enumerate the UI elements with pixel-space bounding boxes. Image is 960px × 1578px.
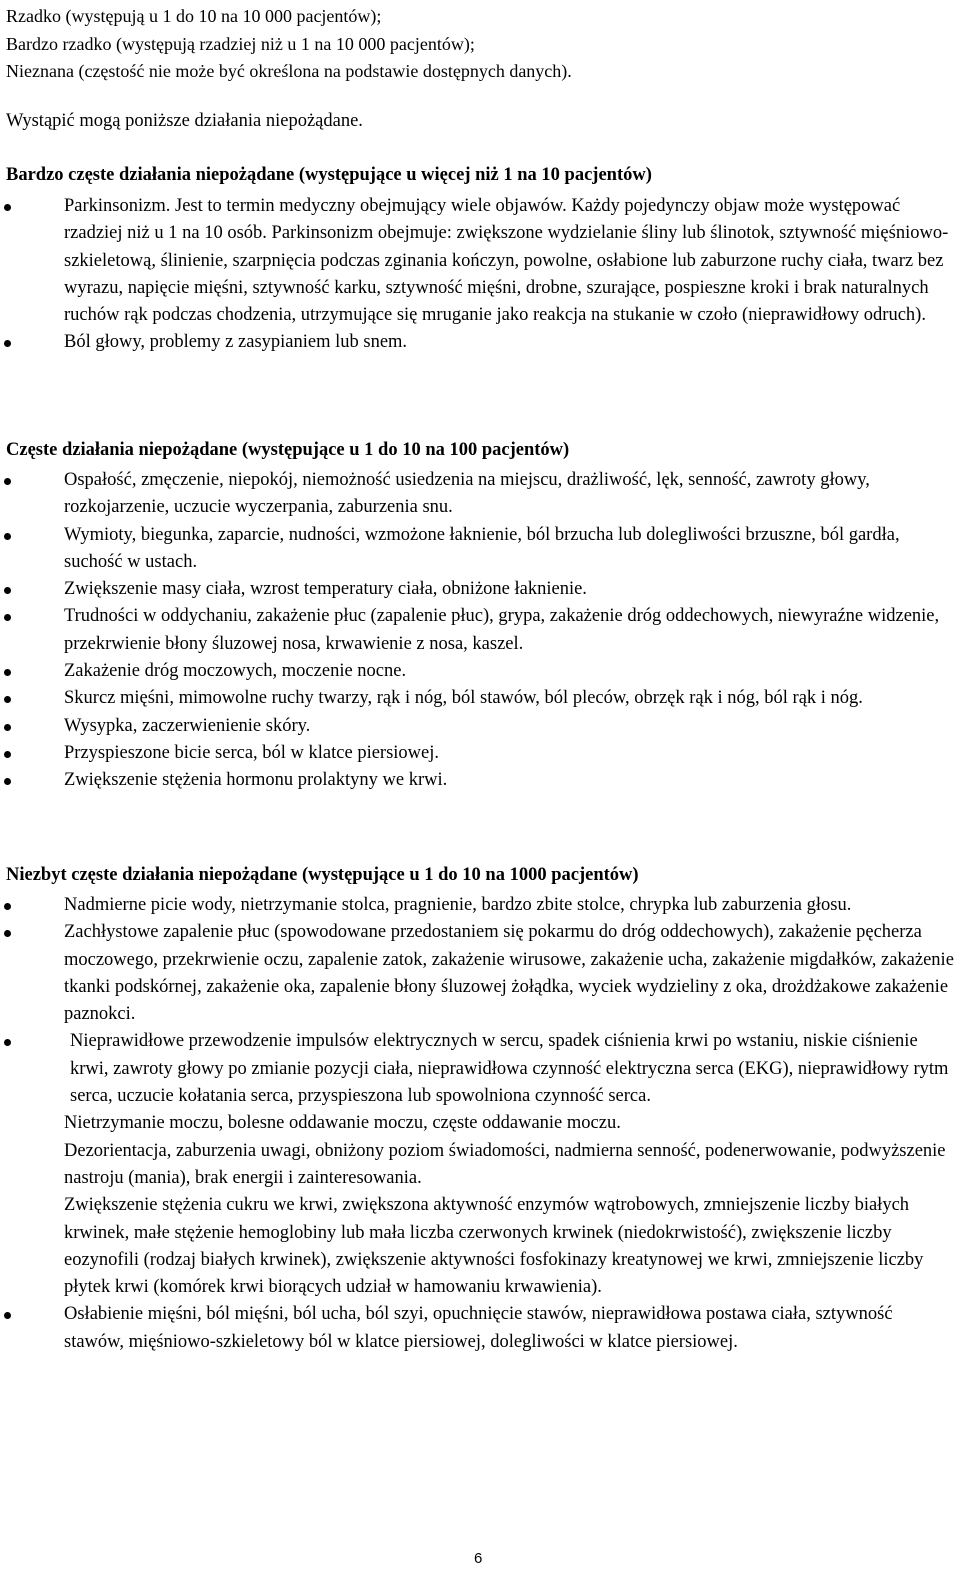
bullet-icon xyxy=(4,669,11,676)
list-item: Zwiększenie stężenia hormonu prolaktyny we krwi. xyxy=(0,767,960,794)
list-item: Osłabienie mięśni, ból mięśni, ból ucha, ból szyi, opuchnięcie stawów, nieprawidłowa postawa ciała, sztywność stawów, mięśniowo-szkieletowy ból w klatce piersiowej, dolegliwości w klatce piersiowej. xyxy=(0,1301,960,1356)
bullet-icon xyxy=(4,204,11,211)
list-item: Zachłystowe zapalenie płuc (spowodowane przedostaniem się pokarmu do dróg oddechowych), zakażenie pęcherza moczowego, przekrwienie oczu, zapalenie zatok, zakażenie wirusowe, zakażenie ucha, zakażenie migdałków, zakażenie tkanki podskórnej, zakażenie oka, zapalenie błony śluzowej żołądka, wyciek wydzieliny z oka, drożdżakowe zakażenie paznokci. xyxy=(0,919,960,1028)
bullet-icon xyxy=(4,587,11,594)
frequency-legend xyxy=(6,3,572,86)
list-item: Nietrzymanie moczu, bolesne oddawanie moczu, częste oddawanie moczu. xyxy=(64,1113,621,1134)
bullet-icon xyxy=(4,1039,11,1046)
list-item: Trudności w oddychaniu, zakażenie płuc (zapalenie płuc), grypa, zakażenie dróg oddechowych, niewyraźne widzenie, przekrwienie błony śluzowej nosa, krwawienie z nosa, kaszel. xyxy=(0,603,960,658)
frequency-rare: Rzadko (występują u 1 do 10 na 10 000 pacjentów); xyxy=(6,6,382,26)
bullet-icon xyxy=(4,903,11,910)
bullet-icon xyxy=(4,614,11,621)
list-item: Zwiększenie masy ciała, wzrost temperatury ciała, obniżone łaknienie. xyxy=(0,576,960,603)
list-item: Ospałość, zmęczenie, niepokój, niemożność usiedzenia na miejscu, drażliwość, lęk, senność, zawroty głowy, rozkojarzenie, uczucie wyczerpania, zaburzenia snu. xyxy=(0,467,960,522)
list-item: Skurcz mięśni, mimowolne ruchy twarzy, rąk i nóg, ból stawów, ból pleców, obrzęk rąk i nóg, ból rąk i nóg. xyxy=(0,685,960,712)
page-number: 6 xyxy=(474,1550,483,1567)
bullet-icon xyxy=(4,1312,11,1319)
frequency-very-rare: Bardzo rzadko (występują rzadziej niż u 1 na 10 000 pacjentów); xyxy=(6,33,475,54)
bullet-icon xyxy=(4,724,11,731)
list-item: Dezorientacja, zaburzenia uwagi, obniżony poziom świadomości, nadmierna senność, podenerwowanie, podwyższenie nastroju (mania), brak energii i zainteresowania. xyxy=(64,1140,946,1188)
frequency-unknown: Nieznana (częstość nie może być określona na podstawie dostępnych danych). xyxy=(6,61,572,81)
list-item: Zakażenie dróg moczowych, moczenie nocne. xyxy=(0,658,960,685)
list-item: Wysypka, zaczerwienienie skóry. xyxy=(0,713,960,740)
section-heading-common: Częste działania niepożądane (występujące u 1 do 10 na 100 pacjentów) xyxy=(6,440,570,460)
bullet-icon xyxy=(4,751,11,758)
bullet-icon xyxy=(4,478,11,485)
bullet-icon xyxy=(4,340,11,347)
section-heading-uncommon: Niezbyt częste działania niepożądane (występujące u 1 do 10 na 1000 pacjentów) xyxy=(6,865,639,885)
list-item: Zwiększenie stężenia cukru we krwi, zwiększona aktywność enzymów wątrobowych, zmniejszenie liczby białych krwinek, małe stężenie hemoglobiny lub mała liczba czerwonych krwinek (niedokrwistość), zwiększenie liczby eozynofili (rodzaj białych krwinek), zwiększenie aktywności fosfokinazy kreatynowej we krwi, zmniejszenie liczby płytek krwi (komórek krwi biorących udział w hamowaniu krwawienia). xyxy=(64,1195,924,1298)
may-occur-sentence: Wystąpić mogą poniższe działania niepożądane. xyxy=(6,111,363,131)
section-heading-very-common: Bardzo częste działania niepożądane (występujące u więcej niż 1 na 10 pacjentów) xyxy=(6,165,652,185)
bullet-icon xyxy=(4,696,11,703)
list-uncommon xyxy=(0,892,960,1356)
list-item: Parkinsonizm. Jest to termin medyczny obejmujący wiele objawów. Każdy pojedynczy objaw może występować rzadziej niż u 1 na 10 osób. Parkinsonizm obejmuje: zwiększone wydzielanie śliny lub ślinotok, sztywność mięśniowo-szkieletową, ślinienie, szarpnięcia podczas zginania kończyn, powolne, osłabione lub zaburzone ruchy ciała, twarz bez wyrazu, napięcie mięśni, sztywność karku, sztywność mięśni, drobne, szurające, pospieszne kroki i brak naturalnych ruchów rąk podczas chodzenia, utrzymujące się mruganie jako reakcja na stukanie w czoło (nieprawidłowy odruch). xyxy=(0,193,960,329)
list-item: Przyspieszone bicie serca, ból w klatce piersiowej. xyxy=(0,740,960,767)
bullet-icon xyxy=(4,930,11,937)
list-item: Ból głowy, problemy z zasypianiem lub snem. xyxy=(0,329,960,356)
list-item: Nieprawidłowe przewodzenie impulsów elektrycznych w sercu, spadek ciśnienia krwi po wstaniu, niskie ciśnienie krwi, zawroty głowy po zmianie pozycji ciała, nieprawidłowa czynność elektryczna serca (EKG), nieprawidłowy rytm serca, uczucie kołatania serca, przyspieszona lub spowolniona czynność serca. xyxy=(0,1028,960,1110)
list-item: Wymioty, biegunka, zaparcie, nudności, wzmożone łaknienie, ból brzucha lub dolegliwości brzuszne, ból gardła, suchość w ustach. xyxy=(0,522,960,577)
list-very-common xyxy=(0,193,960,357)
list-common xyxy=(0,467,960,795)
bullet-icon xyxy=(4,778,11,785)
bullet-icon xyxy=(4,533,11,540)
list-item: Nadmierne picie wody, nietrzymanie stolca, pragnienie, bardzo zbite stolce, chrypka lub zaburzenia głosu. xyxy=(0,892,960,919)
